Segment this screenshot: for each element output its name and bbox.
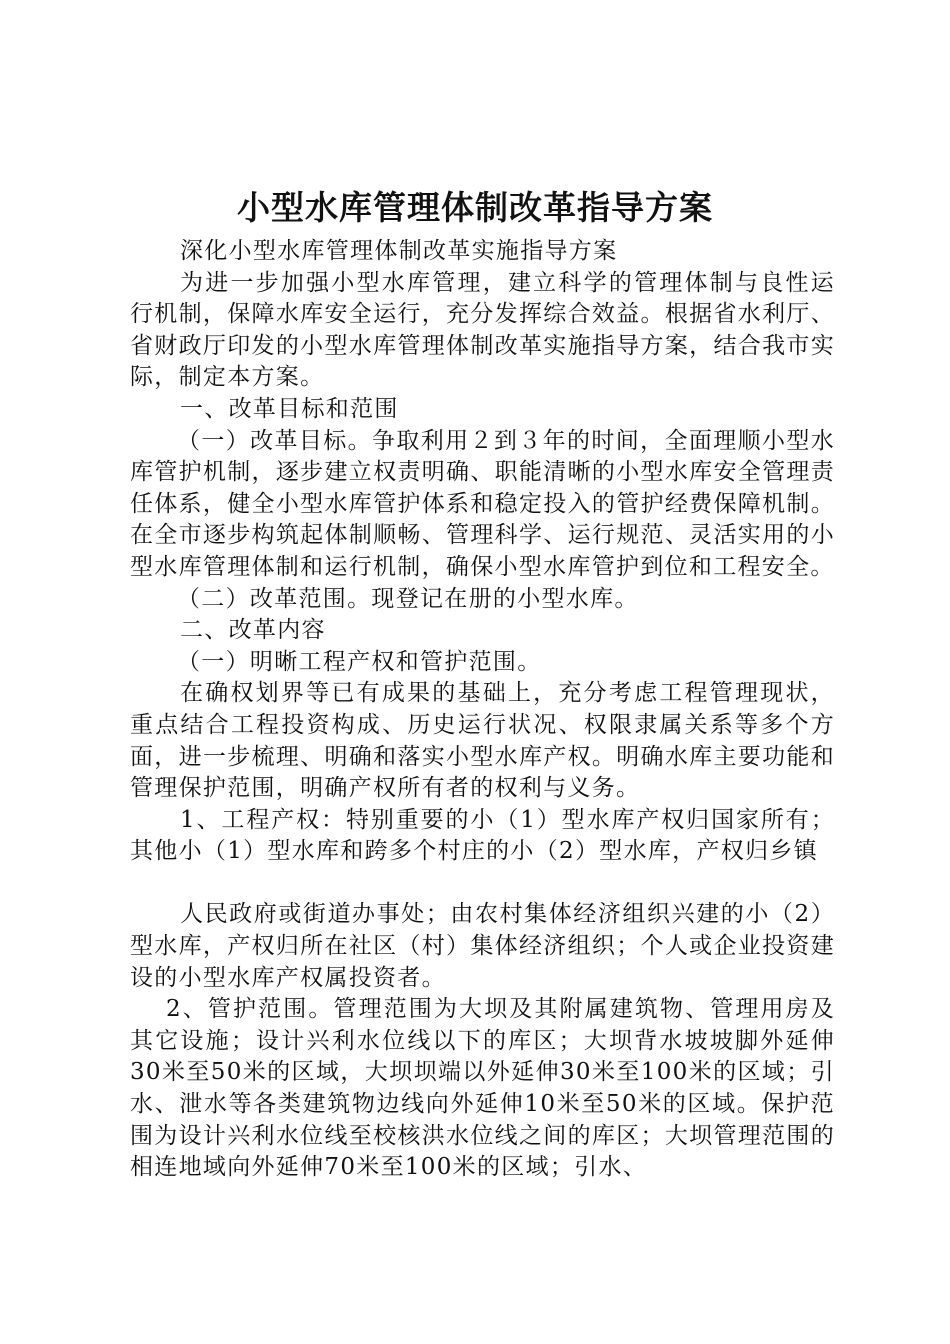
document-title: 小型水库管理体制改革指导方案 xyxy=(237,188,713,227)
protection-scope-paragraph: 2、管护范围。管理范围为大坝及其附属建筑物、管理用房及其它设施；设计兴利水位线以下的库区；大坝背水坡坡脚外延伸30米至50米的区域，大坝坝端以外延伸30米至100米的区域；引水、泄水等各类建筑物边线向外延伸10米至50米的区域。保护范围为设计兴利水位线至校核洪水位线之间的库区；大坝管理范围的相连地域向外延伸70米至100米的区域；引水、 xyxy=(130,996,835,1181)
intro-paragraph: 为进一步加强小型水库管理，建立科学的管理体制与良性运行机制，保障水库安全运行，充分发挥综合效益。根据省水利厅、省财政厅印发的小型水库管理体制改革实施指导方案，结合我市实际，制定本方案。 xyxy=(130,269,835,391)
subtitle-paragraph: 深化小型水库管理体制改革实施指导方案 xyxy=(180,238,618,264)
section-heading: 一、改革目标和范围 xyxy=(180,395,399,422)
property-rights-paragraph: 在确权划界等已有成果的基础上，充分考虑工程管理现状，重点结合工程投资构成、历史运行状况、权限隶属关系等多个方面，进一步梳理、明确和落实小型水库产权。明确水库主要功能和管理保护范围，明确产权所有者的权利与义务。 xyxy=(130,680,835,802)
section-heading: 二、改革内容 xyxy=(180,617,326,644)
blank-line xyxy=(130,868,835,900)
subsection-heading: （一）明晰工程产权和管护范围。 xyxy=(177,648,542,675)
reform-goal-paragraph: （一）改革目标。争取利用２到３年的时间，全面理顺小型水库管护机制，逐步建立权责明确、职能清晰的小型水库安全管理责任体系，健全小型水库管护体系和稳定投入的管护经费保障机制。在全市逐步构筑起体制顺畅、管理科学、运行规范、灵活实用的小型水库管理体制和运行机制，确保小型水库管护到位和工程安全。 xyxy=(130,427,835,580)
document-body xyxy=(130,236,835,1184)
continuation-paragraph: 人民政府或街道办事处；由农村集体经济组织兴建的小（2）型水库，产权归所在社区（村）集体经济组织；个人或企业投资建设的小型水库产权属投资者。 xyxy=(130,901,835,991)
reform-scope-paragraph: （二）改革范围。现登记在册的小型水库。 xyxy=(177,585,639,612)
engineering-rights-paragraph: 1、工程产权：特别重要的小（1）型水库产权归国家所有；其他小（1）型水库和跨多个村庄的小（2）型水库，产权归乡镇 xyxy=(130,806,835,865)
